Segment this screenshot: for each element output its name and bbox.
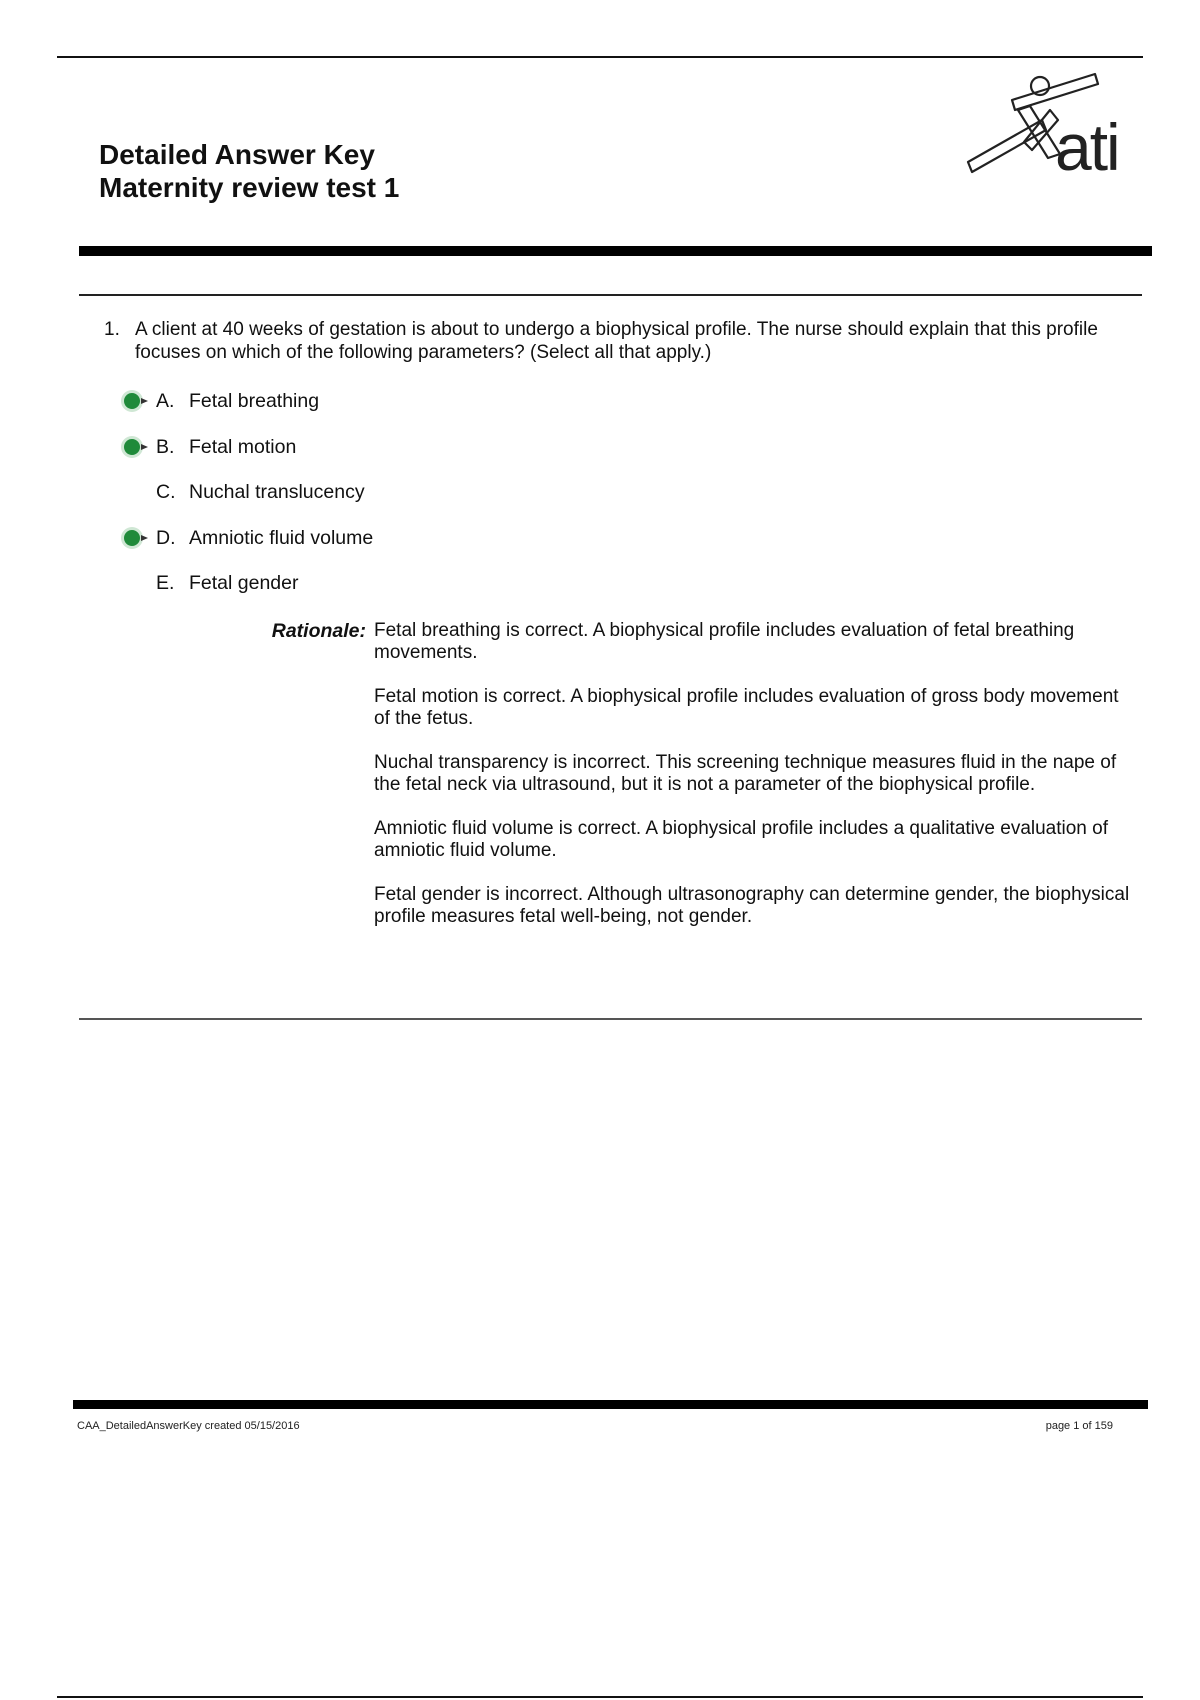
footer-page-number: page 1 of 159 [1045, 1420, 1113, 1432]
correct-marker [118, 387, 156, 415]
rationale-label: Rationale: [271, 620, 366, 642]
rationale-paragraph: Fetal motion is correct. A biophysical profile includes evaluation of gross body movement of the fetus. [374, 686, 1119, 729]
correct-marker [118, 524, 156, 552]
rationale-paragraph: Fetal breathing is correct. A biophysical profile includes evaluation of fetal breathing movements. [374, 620, 1075, 663]
footer-thick-divider [73, 1400, 1148, 1409]
option-a [118, 387, 319, 415]
rationale-body [374, 620, 1134, 950]
green-arrow-bullet-icon [118, 434, 156, 460]
option-label: Amniotic fluid volume [189, 527, 374, 549]
empty-marker-slot [118, 569, 156, 597]
option-letter: E. [156, 572, 175, 594]
option-b [118, 433, 296, 461]
green-arrow-bullet-icon [118, 525, 156, 551]
option-letter: D. [156, 527, 176, 549]
green-arrow-bullet-icon [118, 388, 156, 414]
option-d [118, 524, 373, 552]
option-label: Nuchal translucency [189, 481, 365, 503]
logo-wordmark: ati [1055, 110, 1119, 180]
bottom-divider [57, 1696, 1143, 1698]
document-title [99, 138, 399, 204]
option-e [118, 569, 299, 597]
option-label: Fetal motion [189, 436, 297, 458]
correct-marker [118, 433, 156, 461]
question-stem [104, 318, 1114, 364]
option-label: Fetal breathing [189, 390, 320, 412]
rationale-paragraph: Amniotic fluid volume is correct. A biophysical profile includes a qualitative evaluation of amniotic fluid volume. [374, 818, 1108, 861]
header-thick-divider [79, 246, 1152, 256]
rationale-paragraph: Fetal gender is incorrect. Although ultrasonography can determine gender, the biophysical profile measures fetal well-being, not gender. [374, 884, 1130, 927]
question-number: 1. [104, 319, 120, 340]
option-c [118, 478, 365, 506]
option-letter: C. [156, 481, 176, 503]
footer-document-info: CAA_DetailedAnswerKey created 05/15/2016 [77, 1420, 300, 1432]
title-line-1: Detailed Answer Key [99, 139, 375, 170]
option-letter: B. [156, 436, 175, 458]
header-thin-divider [79, 294, 1142, 296]
question-end-divider [79, 1018, 1142, 1020]
empty-marker-slot [118, 478, 156, 506]
question-text: A client at 40 weeks of gestation is about to undergo a biophysical profile. The nurse should explain that this profile focuses on which of the following parameters? (Select all that apply.) [135, 319, 1098, 363]
option-label: Fetal gender [189, 572, 299, 594]
rationale-paragraph: Nuchal transparency is incorrect. This screening technique measures fluid in the nape of the fetal neck via ultrasound, but it is not a parameter of the biophysical profile. [374, 752, 1117, 795]
option-letter: A. [156, 390, 175, 412]
top-divider [57, 56, 1143, 58]
ati-logo [960, 70, 1145, 180]
title-line-2: Maternity review test 1 [99, 172, 400, 203]
